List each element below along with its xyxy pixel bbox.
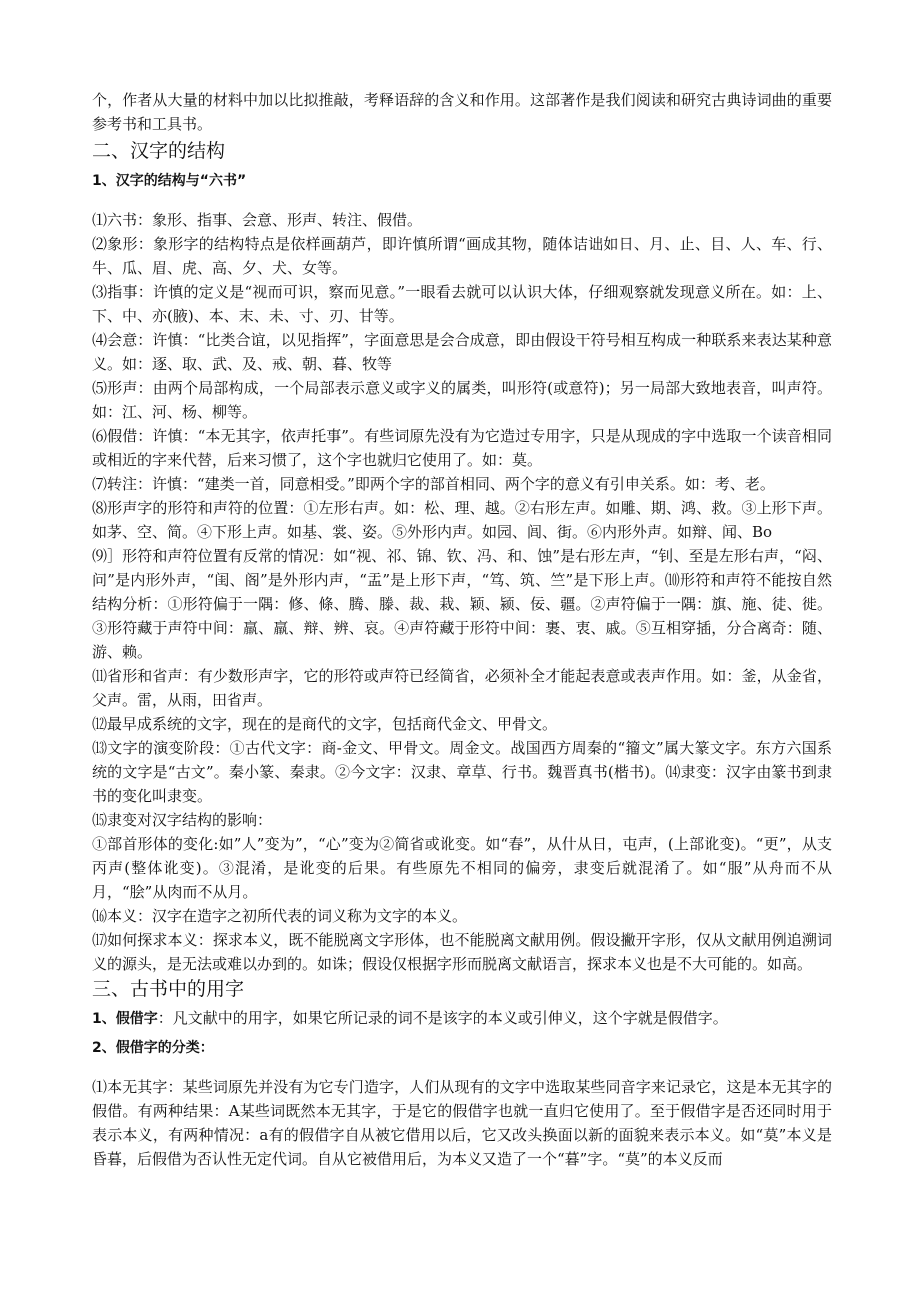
item-8: ⑻形声字的形符和声符的位置：①左形右声。如：松、理、越。②右形左声。如雕、期、鸿、救。③上形下声。如茅、空、简。④下形上声。如基、裳、姿。⑤外形内声。如园、闾、街。⑥内形外声。如辩、闻、Bo (92, 499, 832, 541)
item-15: ⒂隶变对汉字结构的影响： (92, 811, 273, 829)
item-5: ⑸形声：由两个局部构成，一个局部表示意义或字义的属类，叫形符(或意符)；另一局部大致地表音，叫声符。如：江、河、杨、柳等。 (92, 379, 832, 421)
item-15-detail: ①部首形体的变化:如”人”变为”，“心”变为②简省或讹变。如“春”，从什从日，屯声，(上部讹变)。“更”，从支丙声(整体讹变)。③混淆，是讹变的后果。有些原先不相同的偏旁，隶变后就混淆了。如“服”从舟而不从月，“脍”从肉而不从月。 (92, 835, 832, 901)
section-3-title: 三、古书中的用字 (92, 978, 245, 1000)
item-13: ⒀文字的演变阶段：①古代文字：商-金文、甲骨文。周金文。战国西方周秦的“籀文”属大篆文字。东方六国系统的文字是“古文”。秦小篆、秦隶。②今文字：汉隶、章草、行书。魏晋真书(楷书)。⒁隶变：汉字由篆书到隶书的变化叫隶变。 (92, 739, 832, 805)
item-17: ⒄如何探求本义：探求本义，既不能脱离文字形体，也不能脱离文献用例。假设撇开字形，仅从文献用例追溯词义的源头，是无法或难以办到的。如诛；假设仅根据字形而脱离文献语言，探求本义也是不大可能的。如高。 (92, 931, 832, 973)
document-page (92, 88, 832, 1171)
item-1-text: ：凡文献中的用字，如果它所记录的词不是该字的本义或引伸义，这个字就是假借字。 (157, 1009, 728, 1027)
section-2-sub-heading: 1、汉字的结构与“六书” (92, 173, 247, 189)
item-2: ⑵象形：象形字的结构特点是依样画葫芦，即许慎所谓“画成其物，随体诘诎如日、月、止、目、人、车、行、牛、瓜、眉、虎、高、夕、犬、女等。 (92, 235, 832, 277)
item-9: ⑼］形符和声符位置有反常的情况：如“视、祁、锦、钦、冯、和、蚀”是右形左声，“钊、至是左形右声，“闷、问”是内形外声，“闺、阁”是外形内声，“盂”是上形下声，“笃、筑、竺”是下形上声。⑽形符和声符不能按自然结构分析：①形符偏于一隅：修、條、腾、滕、裁、栽、颖、颍、佞、疆。②声符偏于一隅：旗、施、徒、徙。③形符藏于声符中间：羸、羸、辩、辨、哀。④声符藏于形符中间：裹、衷、戚。⑤互相穿插，分合离奇：随、游、赖。 (92, 547, 832, 661)
section-3-item-1 (92, 1006, 832, 1031)
section-3-item-2-label: 2、假借字的分类： (92, 1040, 214, 1056)
item-12: ⑿最早成系统的文字，现在的是商代的文字，包括商代金文、甲骨文。 (92, 715, 558, 733)
item-1-label: 1、假借字 (92, 1011, 158, 1027)
item-16: ⒃本义：汉字在造字之初所代表的词义称为文字的本义。 (92, 907, 468, 925)
item-6: ⑹假借：许慎：“本无其字，依声托事”。有些词原先没有为它造过专用字，只是从现成的字中选取一个读音相同或相近的字来代替，后来习惯了，这个字也就归它使用了。如：莫。 (92, 427, 832, 469)
item-1: ⑴六书：象形、指事、会意、形声、转注、假借。 (92, 211, 423, 229)
item-4: ⑷会意：许慎：“比类合谊，以见指挥”，字面意思是会合成意，即由假设干符号相互构成一种联系来表达某种意义。如：逐、取、武、及、戒、朝、暮、牧等 (92, 331, 832, 373)
section-2-items (92, 208, 832, 976)
item-3: ⑶指事：许慎的定义是“视而可识，察而见意。”一眼看去就可以认识大体，仔细观察就发现意义所在。如：上、下、中、亦(腋)、本、末、未、寸、刃、甘等。 (92, 283, 832, 325)
section-3-paragraph: ⑴本无其字：某些词原先并没有为它专门造字，人们从现有的文字中选取某些同音字来记录它，这是本无其字的假借。有两种结果：A某些词既然本无其字，于是它的假借字也就一直归它使用了。至于假借字是否还同时用于表示本义，有两种情况：a有的假借字自从被它借用以后，它又改头换面以新的面貌来表示本义。如“莫”本义是昏暮，后假借为否认性无定代词。自从它被借用后，为本义又造了一个“暮”字。“莫”的本义反而 (92, 1078, 832, 1168)
section-2-title: 二、汉字的结构 (92, 140, 226, 162)
intro-paragraph: 个，作者从大量的材料中加以比拟推敲，考释语辞的含义和作用。这部著作是我们阅读和研究古典诗词曲的重要参考书和工具书。 (92, 91, 832, 133)
item-7: ⑺转注：许慎：“建类一首，同意相受。”即两个字的部首相同、两个字的意义有引申关系。如：考、老。 (92, 475, 775, 493)
item-11: ⑾省形和省声：有少数形声字，它的形符或声符已经简省，必须补全才能起表意或表声作用。如：釜，从金省，父声。雷，从雨，田省声。 (92, 667, 832, 709)
